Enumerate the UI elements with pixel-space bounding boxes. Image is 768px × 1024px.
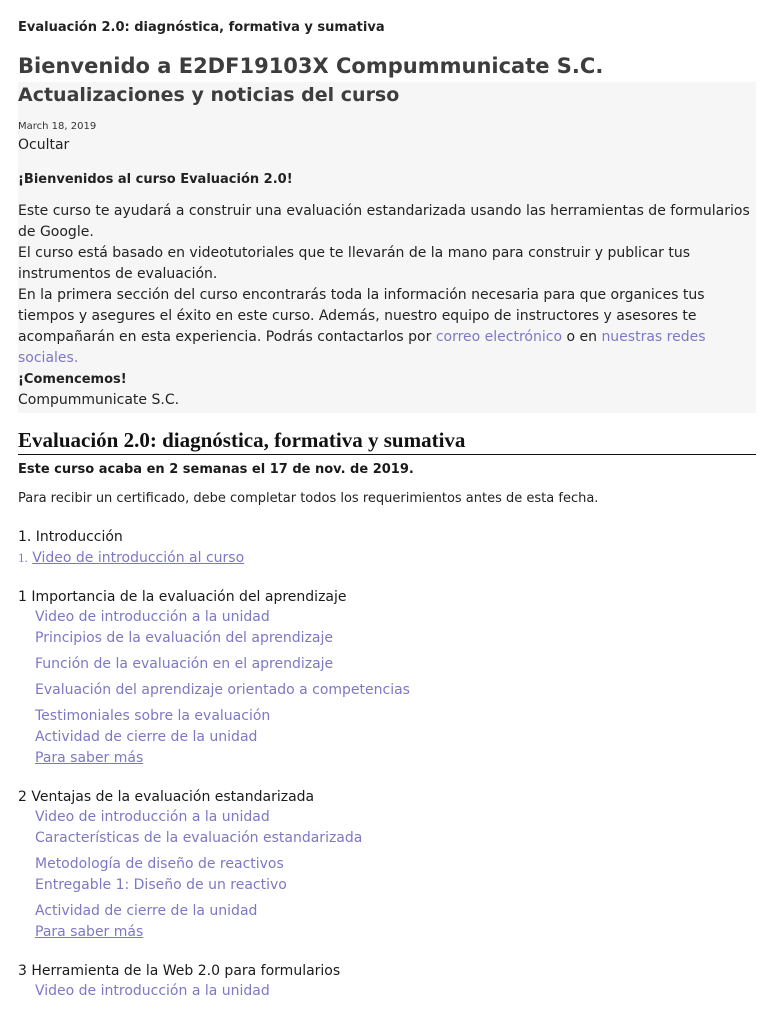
subsection-link[interactable]: Principios de la evaluación del aprendizaje bbox=[35, 630, 333, 646]
list-item bbox=[18, 901, 756, 922]
list-item bbox=[18, 981, 756, 1002]
subsection-link[interactable]: Testimoniales sobre la evaluación bbox=[35, 708, 271, 724]
subsection-link[interactable]: Función de la evaluación en el aprendizaje bbox=[35, 656, 334, 672]
social-media-link[interactable]: nuestras redes sociales. bbox=[18, 329, 706, 366]
list-item bbox=[18, 854, 756, 875]
course-name: Evaluación 2.0: diagnóstica, formativa y sumativa bbox=[18, 20, 385, 35]
outline-section bbox=[18, 587, 756, 769]
subsection-link[interactable]: Características de la evaluación estandarizada bbox=[35, 830, 363, 846]
update-signature: Compummunicate S.C. bbox=[18, 392, 180, 408]
update-body bbox=[18, 169, 756, 411]
list-item bbox=[18, 607, 756, 628]
subsection-link[interactable]: Video de introducción al curso bbox=[32, 550, 245, 566]
section-items bbox=[18, 547, 756, 569]
outline-section bbox=[18, 961, 756, 1002]
subsection-link[interactable]: Entregable 1: Diseño de un reactivo bbox=[35, 877, 287, 893]
item-number: 1. bbox=[18, 550, 28, 565]
section-title: 3 Herramienta de la Web 2.0 para formularios bbox=[18, 963, 341, 979]
subsection-link[interactable]: Para saber más bbox=[35, 750, 144, 766]
subsection-link[interactable]: Para saber más bbox=[35, 924, 144, 940]
list-item bbox=[18, 922, 756, 943]
list-item bbox=[18, 706, 756, 727]
welcome-title: Bienvenido a E2DF19103X Compummunicate S.C. bbox=[18, 54, 604, 78]
list-item bbox=[18, 807, 756, 828]
list-item bbox=[18, 828, 756, 849]
list-item bbox=[18, 748, 756, 769]
update-headline: ¡Bienvenidos al curso Evaluación 2.0! bbox=[18, 172, 293, 187]
section-items bbox=[18, 981, 756, 1002]
outline-section bbox=[18, 527, 756, 569]
update-date: March 18, 2019 bbox=[18, 121, 97, 132]
update-closing: ¡Comencemos! bbox=[18, 372, 127, 387]
list-item bbox=[18, 727, 756, 748]
subsection-link[interactable]: Evaluación del aprendizaje orientado a competencias bbox=[35, 682, 410, 698]
list-item bbox=[18, 654, 756, 675]
list-item bbox=[18, 680, 756, 701]
subsection-link[interactable]: Video de introducción a la unidad bbox=[35, 609, 270, 625]
section-title: 1. Introducción bbox=[18, 529, 123, 545]
section-items bbox=[18, 607, 756, 769]
course-outline bbox=[18, 527, 756, 1002]
certificate-notice: Para recibir un certificado, debe completar todos los requerimientos antes de esta fecha. bbox=[18, 491, 599, 506]
subsection-link[interactable]: Video de introducción a la unidad bbox=[35, 983, 270, 999]
update-paragraph: El curso está basado en videotutoriales que te llevarán de la mano para construir y publicar tus instrumentos de evaluación. bbox=[18, 245, 691, 282]
list-item bbox=[18, 875, 756, 896]
list-item bbox=[18, 547, 756, 569]
course-end-notice: Este curso acaba en 2 semanas el 17 de nov. de 2019. bbox=[18, 462, 414, 477]
section-items bbox=[18, 807, 756, 943]
outline-section bbox=[18, 787, 756, 943]
update-text: En la primera sección del curso encontrarás toda la información necesaria para que organices tus tiempos y asegures el éxito en este curso. Además, nuestro equipo de instructores y asesores te acompañarán en esta experiencia. Podrás contactarlos por bbox=[18, 287, 705, 345]
list-item bbox=[18, 628, 756, 649]
subsection-link[interactable]: Video de introducción a la unidad bbox=[35, 809, 270, 825]
course-updates-panel bbox=[18, 82, 756, 413]
update-paragraph: Este curso te ayudará a construir una evaluación estandarizada usando las herramientas de formularios de Google. bbox=[18, 203, 750, 240]
section-title: 1 Importancia de la evaluación del aprendizaje bbox=[18, 589, 347, 605]
update-text: o en bbox=[562, 329, 602, 345]
updates-title: Actualizaciones y noticias del curso bbox=[18, 84, 400, 106]
subsection-link[interactable]: Actividad de cierre de la unidad bbox=[35, 903, 258, 919]
update-paragraph bbox=[18, 285, 756, 369]
course-outline-title: Evaluación 2.0: diagnóstica, formativa y sumativa bbox=[18, 427, 756, 455]
hide-update-button[interactable]: Ocultar bbox=[18, 137, 70, 153]
section-title: 2 Ventajas de la evaluación estandarizada bbox=[18, 789, 315, 805]
subsection-link[interactable]: Metodología de diseño de reactivos bbox=[35, 856, 284, 872]
subsection-link[interactable]: Actividad de cierre de la unidad bbox=[35, 729, 258, 745]
email-link[interactable]: correo electrónico bbox=[435, 329, 563, 345]
